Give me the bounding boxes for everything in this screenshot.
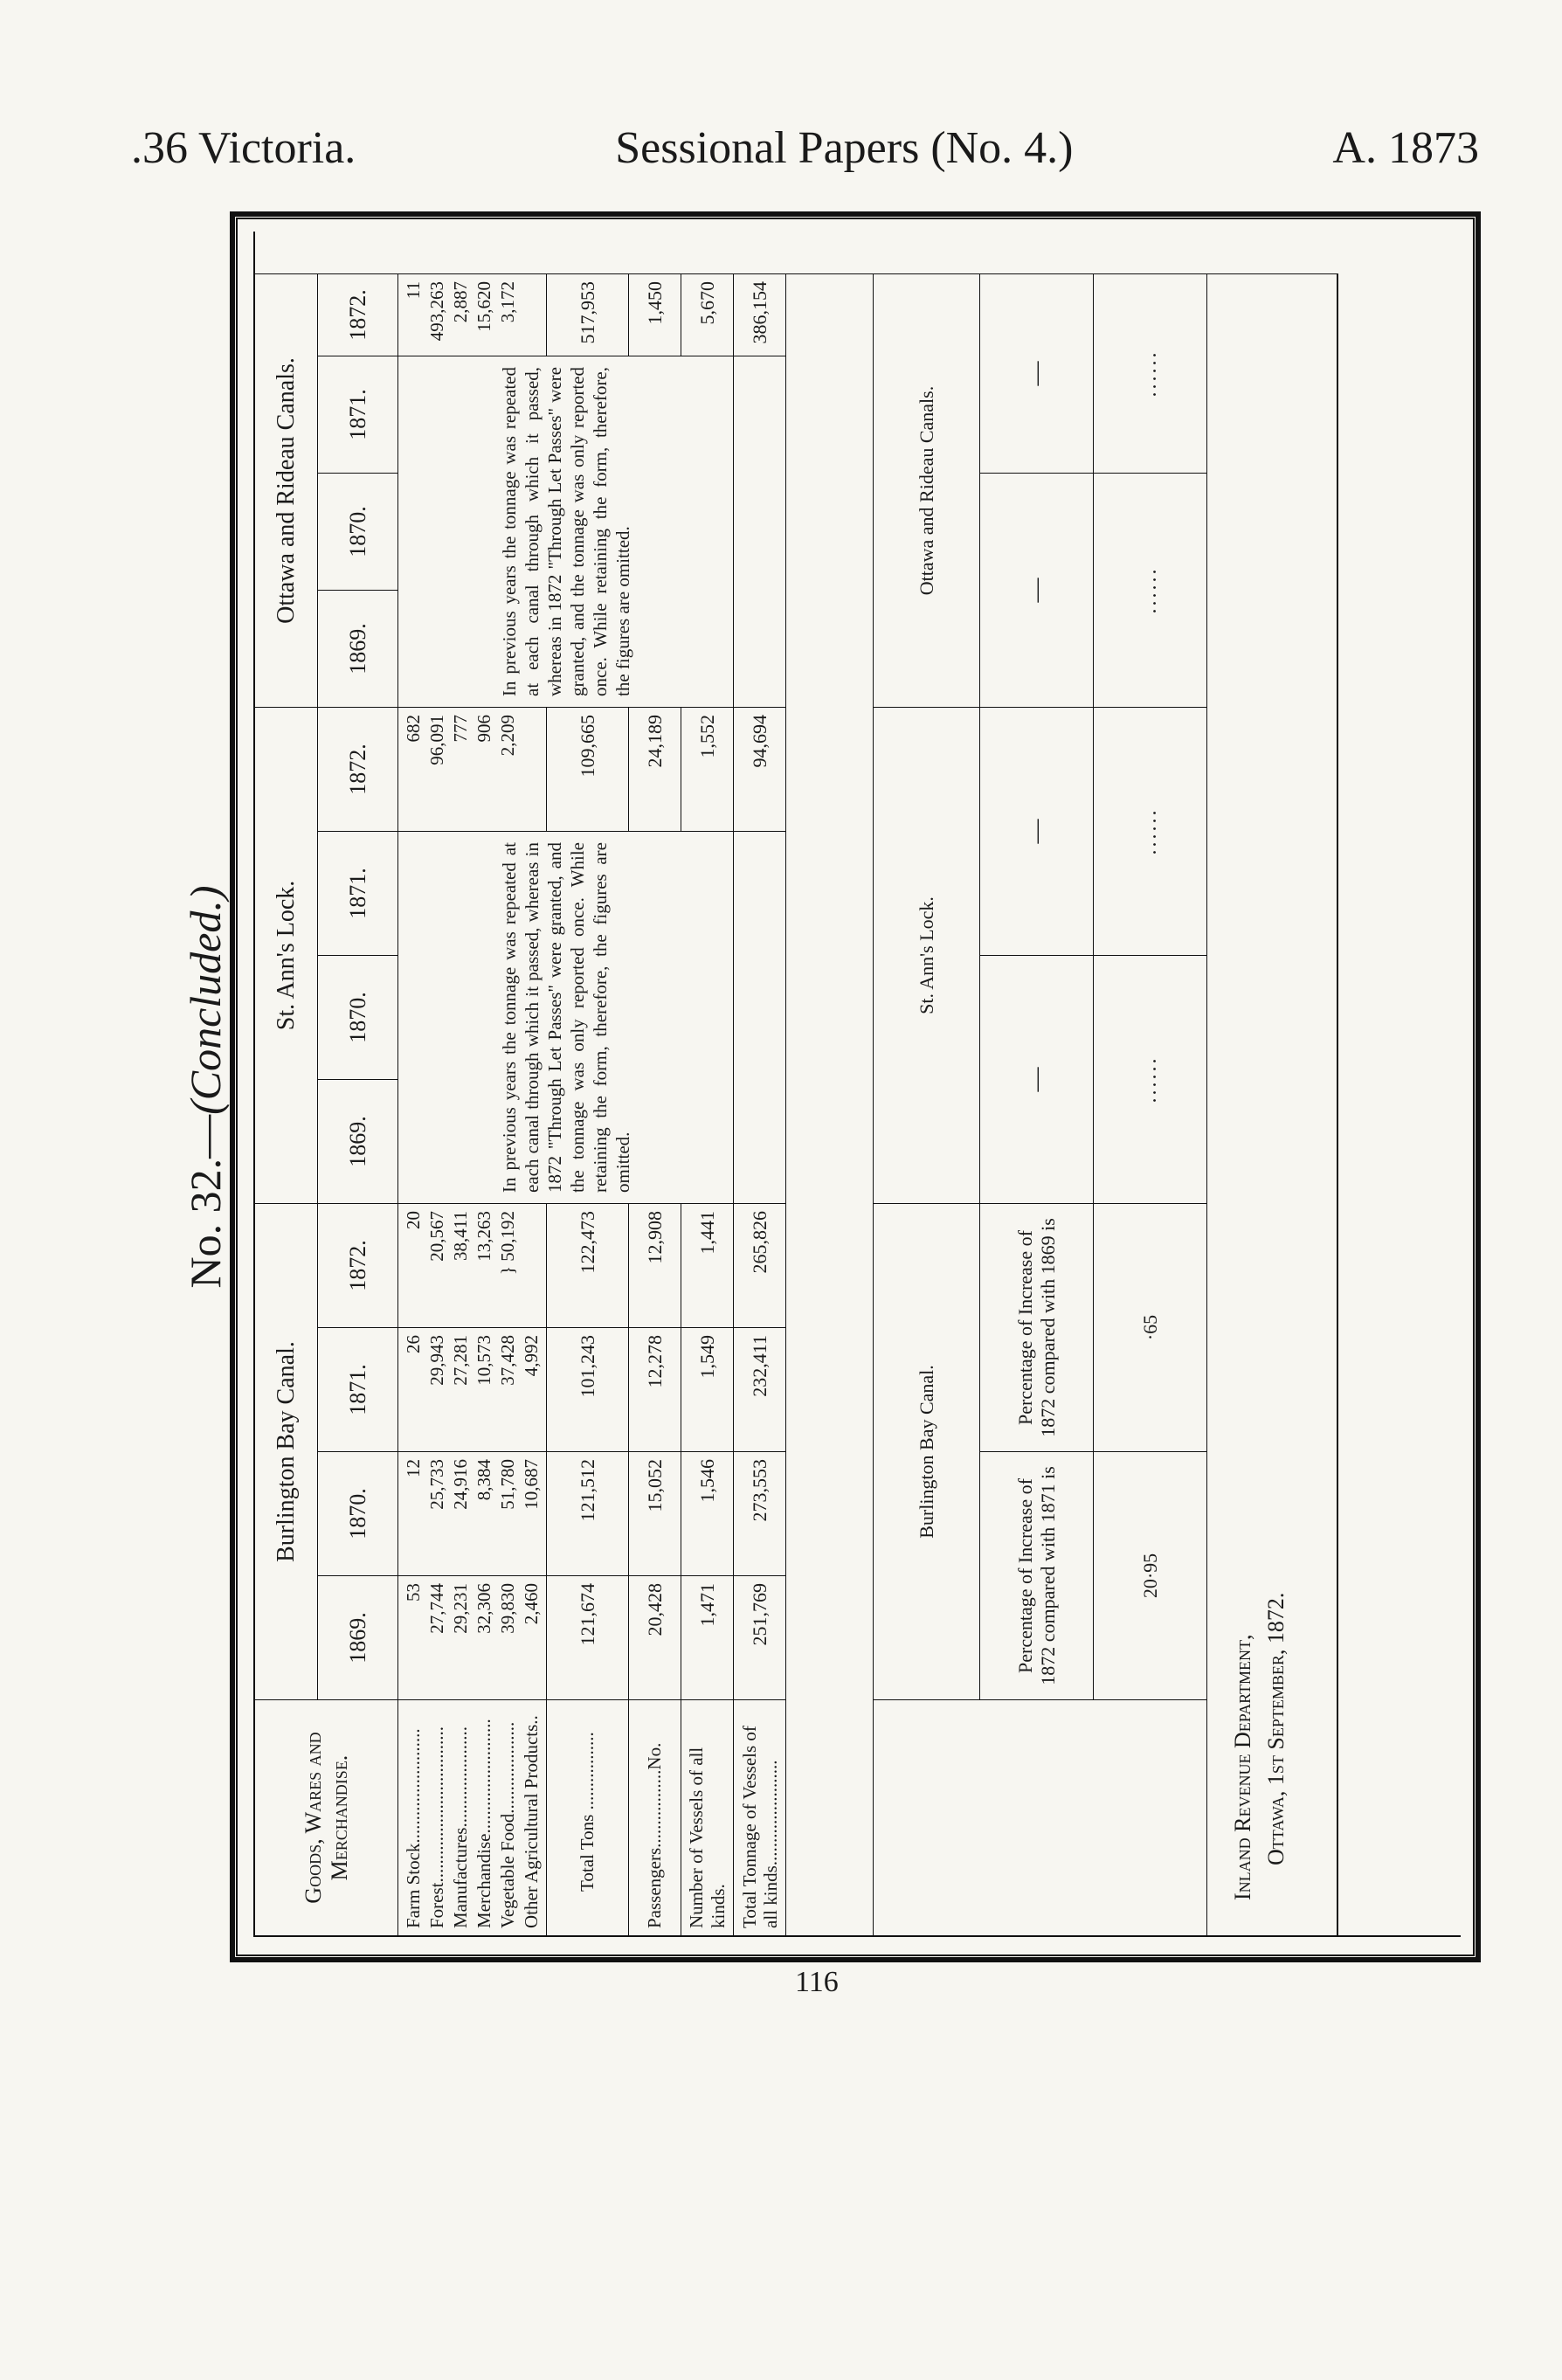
ottawa-tonnage: 386,154 <box>734 273 786 356</box>
pct-head-1869: Percentage of Increase of 1872 compared with 1869 is <box>980 1203 1094 1451</box>
ottawa-note: In previous years the tonnage was repeated at each canal through which it passed, whereas in 1872 "Through Let Passes" were granted, and the tonnage was only reported once. While retaining the form, therefore, the figures are omitted. <box>398 356 734 707</box>
pct-blank <box>874 1699 1207 1935</box>
st-ann-dots: ...... <box>1094 707 1207 955</box>
st-ann-note: In previous years the tonnage was repeated at each canal through which it passed, whereas in 1872 "Through Let Passes" were granted, and the tonnage was only reported once. While retaining the form, therefore, the figures are omitted. <box>398 831 734 1203</box>
st-ann-dots: ...... <box>1094 955 1207 1203</box>
burlington-total-tons: 121,512 <box>547 1451 629 1575</box>
pct-group-ottawa: Ottawa and Rideau Canals. <box>874 273 980 707</box>
goods-heading: Goods, Wares and Merchandise. <box>255 1699 398 1935</box>
ottawa-tonnage-blank <box>734 356 786 707</box>
year-header: 1872. <box>318 707 398 831</box>
burlington-total-tons: 101,243 <box>547 1327 629 1451</box>
burlington-vessels: 1,546 <box>681 1451 734 1575</box>
burlington-tonnage: 273,553 <box>734 1451 786 1575</box>
ottawa-total-tons: 517,953 <box>547 273 629 356</box>
group-ottawa: Ottawa and Rideau Canals. <box>255 273 318 707</box>
ottawa-vessels: 5,670 <box>681 273 734 356</box>
pct-group-burlington: Burlington Bay Canal. <box>874 1203 980 1699</box>
st-ann-tonnage: 94,694 <box>734 707 786 831</box>
pct-head-1871: Percentage of Increase of 1872 compared with 1871 is <box>980 1451 1094 1699</box>
year-header: 1869. <box>318 590 398 707</box>
burlington-items-1871: 26 29,943 27,281 10,573 37,428 4,992 <box>398 1327 547 1451</box>
burlington-total-tons: 122,473 <box>547 1203 629 1327</box>
st-ann-passengers: 24,189 <box>629 707 681 831</box>
st-ann-vessels: 1,552 <box>681 707 734 831</box>
year-header: 1871. <box>318 1327 398 1451</box>
header-year: A. 1873 <box>1332 123 1479 173</box>
signature-date: Ottawa, 1st September, 1872. <box>1263 1592 1289 1865</box>
burlington-passengers: 12,908 <box>629 1203 681 1327</box>
burlington-passengers: 20,428 <box>629 1575 681 1699</box>
year-header: 1872. <box>318 273 398 356</box>
st-ann-dash: — <box>980 955 1094 1203</box>
year-header: 1869. <box>318 1575 398 1699</box>
burlington-vessels: 1,471 <box>681 1575 734 1699</box>
page-number: 116 <box>795 1966 839 1998</box>
st-ann-total-tons: 109,665 <box>547 707 629 831</box>
ottawa-dots: ...... <box>1094 473 1207 707</box>
table-spacer <box>786 273 874 1935</box>
year-header: 1869. <box>318 1079 398 1203</box>
running-header <box>131 122 1479 174</box>
st-ann-items-1872: 682 96,091 777 906 2,209 <box>398 707 547 831</box>
burlington-vessels: 1,441 <box>681 1203 734 1327</box>
group-burlington: Burlington Bay Canal. <box>255 1203 318 1699</box>
group-st-ann: St. Ann's Lock. <box>255 707 318 1203</box>
year-header: 1871. <box>318 831 398 955</box>
title-number: No. 32.— <box>181 1114 230 1289</box>
ottawa-dash: — <box>980 473 1094 707</box>
ottawa-dash: — <box>980 273 1094 473</box>
burlington-tonnage: 251,769 <box>734 1575 786 1699</box>
vessels-label: Number of Vessels of all kinds. <box>681 1699 734 1935</box>
signature-block <box>1227 1593 1293 1900</box>
burlington-items-1869: 53 27,744 29,231 32,306 39,830 2,460 <box>398 1575 547 1699</box>
ottawa-dots: ...... <box>1094 273 1207 473</box>
burlington-vessels: 1,549 <box>681 1327 734 1451</box>
passengers-label: Passengers.................No. <box>629 1699 681 1935</box>
pct-group-st-ann: St. Ann's Lock. <box>874 707 980 1203</box>
year-header: 1872. <box>318 1203 398 1327</box>
tonnage-label: Total Tonnage of Vessels of all kinds....................... <box>734 1699 786 1935</box>
year-header: 1870. <box>318 473 398 590</box>
table-title <box>181 219 230 1955</box>
year-header: 1870. <box>318 1451 398 1575</box>
pct-value-1871: 20·95 <box>1094 1451 1207 1699</box>
pct-value-1869: ·65 <box>1094 1203 1207 1451</box>
total-tons-label: Total Tons ................. <box>547 1699 629 1935</box>
item-labels: Farm Stock......................... Forest.................................. Manufactures...................... Merchandise......................... Vegetable Food.................... Other Agricultural Products.. <box>398 1699 547 1935</box>
burlington-total-tons: 121,674 <box>547 1575 629 1699</box>
statistics-table <box>253 232 1461 1937</box>
title-concluded: (Concluded.) <box>181 885 230 1115</box>
department-name: Inland Revenue Department, <box>1230 1634 1255 1900</box>
burlington-tonnage: 265,826 <box>734 1203 786 1327</box>
footer-cell <box>1207 273 1338 1935</box>
burlington-items-1870: 12 25,733 24,916 8,384 51,780 10,687 <box>398 1451 547 1575</box>
burlington-passengers: 12,278 <box>629 1327 681 1451</box>
st-ann-dash: — <box>980 707 1094 955</box>
ottawa-items-1872: 11 493,263 2,887 15,620 3,172 <box>398 273 547 356</box>
st-ann-tonnage-blank <box>734 831 786 1203</box>
header-title: Sessional Papers (No. 4.) <box>615 123 1074 173</box>
burlington-items-1872: 20 20,567 38,411 13,263 } 50,192 <box>398 1203 547 1327</box>
burlington-tonnage: 232,411 <box>734 1327 786 1451</box>
header-session: .36 Victoria. <box>131 123 356 173</box>
year-header: 1871. <box>318 356 398 473</box>
burlington-passengers: 15,052 <box>629 1451 681 1575</box>
ottawa-passengers: 1,450 <box>629 273 681 356</box>
year-header: 1870. <box>318 955 398 1079</box>
rotated-table <box>181 218 1475 1956</box>
